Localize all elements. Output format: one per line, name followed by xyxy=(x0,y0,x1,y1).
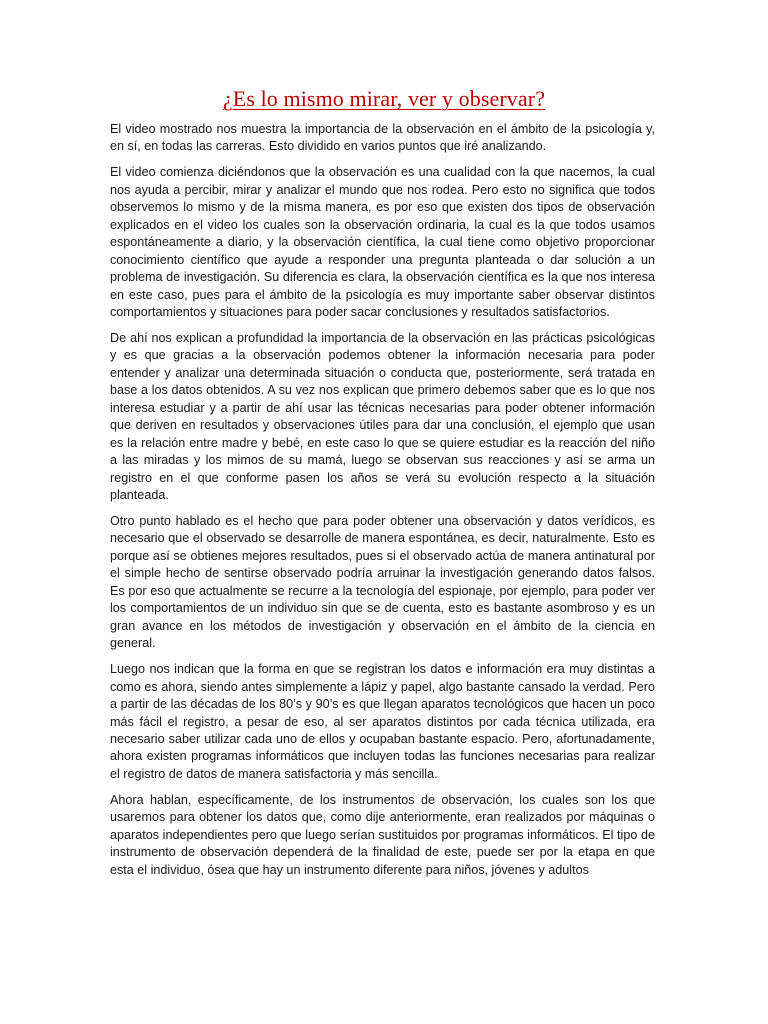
paragraph-5: Luego nos indican que la forma en que se registran los datos e información era muy distintas a como es ahora, siendo antes simplemente a lápiz y papel, algo bastante cansado la verdad. Pero a partir de las décadas de los 80’s y 90’s es que llegan aparatos tecnológicos que hacen un poco más fácil el registro, a pesar de eso, al ser aparatos distintos por cada técnica utilizada, era necesario saber utilizar cada uno de ellos y ocupaban bastante espacio. Pero, afortunadamente, ahora existen programas informáticos que incluyen todas las funciones necesarias para realizar el registro de datos de manera satisfactoria y más sencilla. xyxy=(110,662,655,781)
paragraph-6: Ahora hablan, específicamente, de los instrumentos de observación, los cuales son los que usaremos para obtener los datos que, como dije anteriormente, eran realizados por máquinas o aparatos independientes pero que luego serían sustituidos por programas informáticos. El tipo de instrumento de observación dependerá de la finalidad de este, puede ser por la etapa en que esta el individuo, ósea que hay un instrumento diferente para niños, jóvenes y adultos xyxy=(110,792,655,877)
paragraph-2: El video comienza diciéndonos que la observación es una cualidad con la que nacemos, la cual nos ayuda a percibir, mirar y analizar el mundo que nos rodea. Pero esto no significa que todos observemos lo mismo y de la misma manera, es por eso que existen dos tipos de observación explicados en el video los cuales son la observación ordinaria, la cual es la que todos usamos espontáneamente a diario, y la observación científica, la cual tiene como objetivo proporcionar conocimiento científico que ayude a responder una pregunta planteada o dar solución a un problema de investigación. Su diferencia es clara, la observación científica es la que nos interesa en este caso, pues para el ámbito de la psicología es muy importante saber observar distintos comportamientos y situaciones para poder sacar conclusiones y resultados satisfactorios. xyxy=(110,165,655,320)
document-body xyxy=(110,121,655,888)
page-title: ¿Es lo mismo mirar, ver y observar? xyxy=(222,86,546,111)
paragraph-3: De ahí nos explican a profundidad la importancia de la observación en las prácticas psicológicas y es que gracias a la observación podemos obtener la información necesaria para poder entender y analizar una determinada situación o conducta que, posteriormente, será tratada en base a los datos obtenidos. A su vez nos explican que primero debemos saber que es lo que nos interesa estudiar y a partir de ahí usar las técnicas necesarias para poder obtener información que deriven en resultados y observaciones útiles para dar una conclusión, el ejemplo que usan es la relación entre madre y bebé, en este caso lo que se quiere estudiar es la reacción del niño a las miradas y los mimos de su mamá, luego se observan sus reacciones y así se arma un registro en el que conforme pasen los años se verá su evolución respecto a la situación planteada. xyxy=(110,330,655,503)
paragraph-4: Otro punto hablado es el hecho que para poder obtener una observación y datos verídicos, es necesario que el observado se desarrolle de manera espontánea, es decir, naturalmente. Esto es porque así se obtienes mejores resultados, pues si el observado actúa de manera antinatural por el simple hecho de sentirse observado podría arruinar la investigación generando datos falsos. Es por eso que actualmente se recurre a la tecnología del espionaje, por ejemplo, para poder ver los comportamientos de un individuo sin que se de cuenta, esto es bastante asombroso y es un gran avance en los métodos de investigación y observación en el ámbito de la ciencia en general. xyxy=(110,514,655,651)
paragraph-1: El video mostrado nos muestra la importancia de la observación en el ámbito de la psicología y, en sí, en todas las carreras. Esto dividido en varios puntos que iré analizando. xyxy=(110,122,655,154)
